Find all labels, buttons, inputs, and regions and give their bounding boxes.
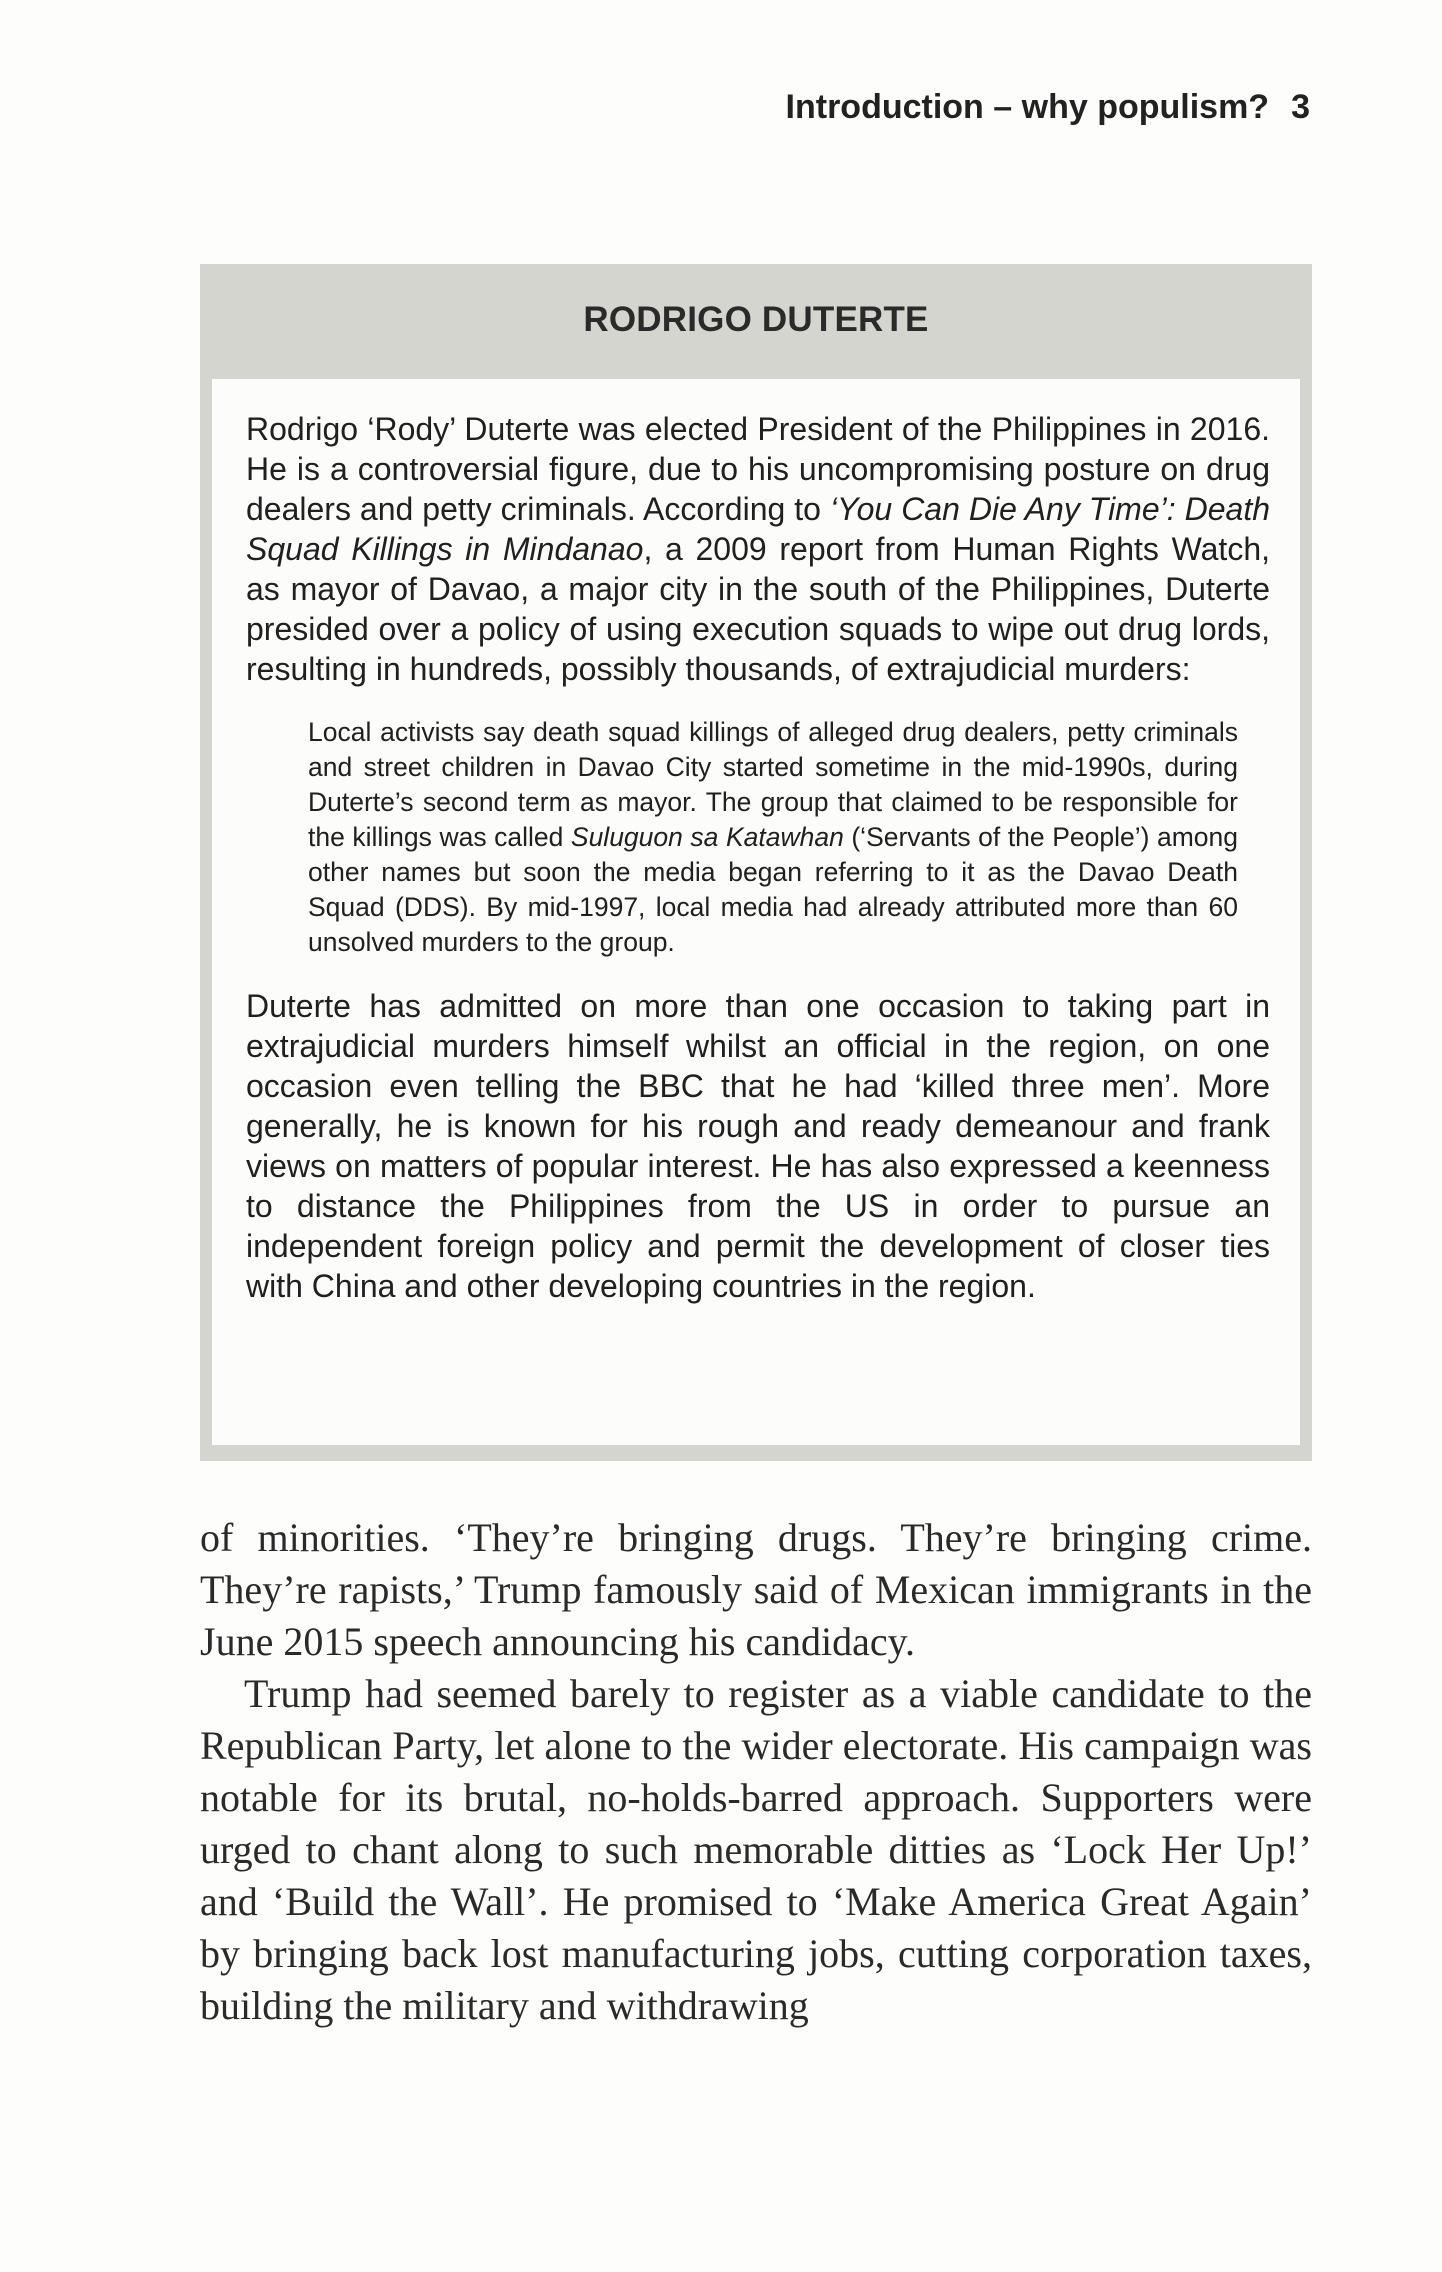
- sidebar-box: [200, 264, 1312, 1461]
- box-paragraph-2: Duterte has admitted on more than one occasion to taking part in extrajudicial murders himself whilst an official in the region, on one occasion even telling the BBC that he had ‘killed three men’. More generally, he is known for his rough and ready demeanour and frank views on matters of popular interest. He has also expressed a keenness to distance the Philippines from the US in order to pursue an independent foreign policy and permit the development of closer ties with China and other developing countries in the region.: [246, 988, 1270, 1304]
- body-paragraph-1: of minorities. ‘They’re bringing drugs. They’re bringing crime. They’re rapists,’ Trump famously said of Mexican immigrants in the June 2015 speech announcing his candidacy.: [200, 1515, 1312, 1664]
- group-name: Suluguon sa Katawhan: [570, 822, 844, 852]
- text-run: Rodrigo ‘Rody’ Duterte was elected President of the Philippines in 2016. He is a controversial figure, due to his uncompromising posture on drug dealers and petty criminals. According to: [246, 411, 1270, 527]
- page-number: 3: [1291, 88, 1310, 126]
- text-run: , a 2009 report from Human Rights Watch, as mayor of Davao, a major city in the south of the Philippines, Duterte presided over a policy of using execution squads to wipe out drug lords, resulting in hundreds, possibly thousands, of extrajudicial murders:: [246, 531, 1271, 687]
- box-title: RODRIGO DUTERTE: [583, 300, 929, 339]
- box-paragraph-1: [246, 409, 1270, 689]
- text-run: (‘Servants of the People’) among other names but soon the media began referring to it as the Davao Death Squad (DDS). By mid-1997, local media had already attributed more than 60 unsolved murders to the group.: [308, 822, 1238, 957]
- text-run: Local activists say death squad killings of alleged drug dealers, petty criminals and street children in Davao City started sometime in the mid-1990s, during Duterte’s second term as mayor. The group that claimed to be responsible for the killings was called: [308, 717, 1238, 852]
- box-content: [212, 379, 1300, 1445]
- report-title: ‘You Can Die Any Time’: Death Squad Killings in Mindanao: [246, 491, 1271, 567]
- block-quote: [308, 715, 1238, 960]
- running-title: Introduction – why populism?: [785, 88, 1270, 126]
- running-head: [700, 88, 1310, 127]
- body-paragraph-2: Trump had seemed barely to register as a viable candidate to the Republican Party, let alone to the wider electorate. His campaign was notable for its brutal, no-holds-barred approach. Supporters were urged to chant along to such memorable ditties as ‘Lock Her Up!’ and ‘Build the Wall’. He promised to ‘Make America Great Again’ by bringing back lost manufacturing jobs, cutting corporation taxes, building the military and withdrawing: [200, 1671, 1312, 2028]
- body-text: [200, 1512, 1312, 2032]
